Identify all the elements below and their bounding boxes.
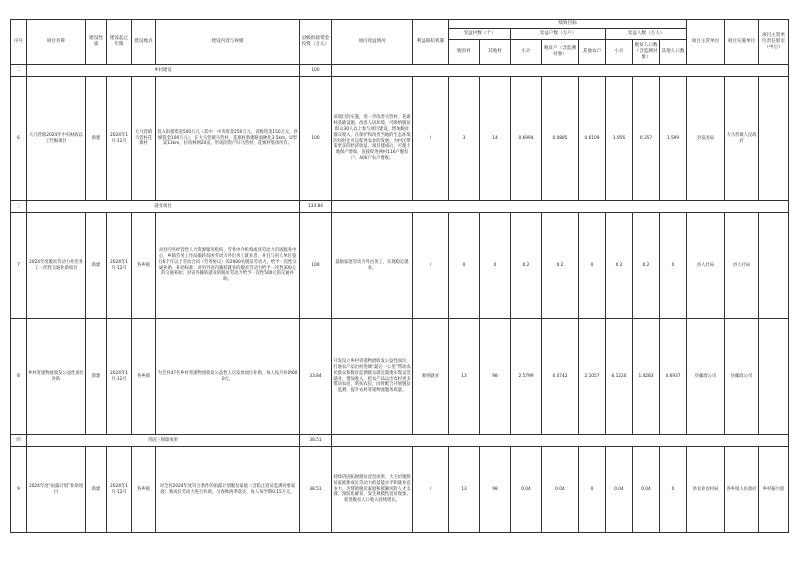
row-manager: 县农业农村局 xyxy=(687,447,725,533)
row-manager: 县邮政公司 xyxy=(687,319,725,435)
header-p-poor: 脱贫人口数（含监测对象） xyxy=(633,40,660,65)
section-title: 巩固三保障成果 xyxy=(27,435,300,447)
header-p-other: 其他人口数 xyxy=(660,40,687,65)
row-hh-sub: 0.6994 xyxy=(511,77,542,201)
header-performance: 绩效目标 xyxy=(449,20,687,29)
row-impl: 各乡镇人民政府 xyxy=(725,447,759,533)
row-hh-other: 0.6109 xyxy=(579,77,606,201)
row-hh-poor: 0.2 xyxy=(542,213,579,319)
row-content: 为全县47名乡村寄递物流收发公益性人员发放岗位补助，每人每月补助600元。 xyxy=(156,319,300,435)
row-benefit: 鼓励家庭劳动力外出务工，实现稳定就业。 xyxy=(332,213,413,319)
header-fund: 县级衔接资金投资（万元） xyxy=(300,20,332,65)
row-nature: 新建 xyxy=(86,213,107,319)
row-p-sub: 0.2 xyxy=(606,213,633,319)
project-table xyxy=(10,19,789,533)
header-hh-poor: 脱贫户（含监测对象） xyxy=(542,40,579,65)
section-row xyxy=(11,201,789,213)
row-period: 2024年1月-12月 xyxy=(107,319,132,435)
row-v-other: 14 xyxy=(480,77,511,201)
row-v-poor: 3 xyxy=(449,77,480,201)
row-supervisor: 乡村振兴股 xyxy=(759,447,789,533)
row-p-other: 4.6937 xyxy=(660,319,687,435)
row-period: 2024年1月-12月 xyxy=(107,77,132,201)
row-seq: 7 xyxy=(11,213,27,319)
row-p-sub: 6.1220 xyxy=(606,319,633,435)
row-v-poor: 0 xyxy=(449,213,480,319)
table-row xyxy=(11,213,789,319)
row-fund: 38.51 xyxy=(300,447,332,533)
row-benefit: 持续巩固拓展脱贫攻坚成果，大力培植脱贫家庭新成长劳动力的技能水平和就业竞争力，为帮助脱贫家庭和抵御风险人才支撑，预防化解贫，发生规模性返贫现象，促进脱贫人口收入持续增长。 xyxy=(332,447,413,533)
table-row xyxy=(11,447,789,533)
header-benefit: 项目效益情况 xyxy=(332,20,413,65)
row-name: 2024年度脱贫劳动力外出务工一次性交通补助项目 xyxy=(27,213,86,319)
header-manager: 项目主管单位 xyxy=(687,20,725,65)
row-v-poor: 13 xyxy=(449,447,480,533)
row-location: 各乡镇 xyxy=(132,447,156,533)
row-link: 吸纳就业 xyxy=(413,319,449,435)
row-manager: 县发改局 xyxy=(687,77,725,201)
header-content: 建设内容与规模 xyxy=(156,20,300,65)
row-supervisor xyxy=(759,77,789,201)
section-row xyxy=(11,435,789,447)
section-fund: 100 xyxy=(300,65,332,77)
row-supervisor xyxy=(759,213,789,319)
row-benefit: 开发设立乡村寄递物流收发公益性岗位，打通农产品出村进城“最后一公里”带动农民群众和脱贫监测群众就近就地实现灵活就业，增加收入，把农产品运出农村更多带动农民，帮扶农民，同时配合开展脱贫监测，提升农村寄递物流服务质量。 xyxy=(332,319,413,435)
header-hh-subtotal: 小计 xyxy=(511,40,542,65)
row-link: / xyxy=(413,447,449,533)
header-seq: 序号 xyxy=(11,20,27,65)
row-period: 2024年1月-12月 xyxy=(107,213,132,319)
row-link: / xyxy=(413,213,449,319)
row-name: 大马营镇2024年中央财政以工代赈项目 xyxy=(27,77,86,201)
row-v-other: 0 xyxy=(480,213,511,319)
header-hh-other: 其他农户 xyxy=(579,40,606,65)
row-location: 大马营镇马营村花寨村 xyxy=(132,77,156,201)
row-p-sub: 0.04 xyxy=(606,447,633,533)
row-fund: 33.84 xyxy=(300,319,332,435)
row-p-poor: 0.2 xyxy=(633,213,660,319)
header-nature: 建设性质 xyxy=(86,20,107,65)
header-period: 建设起止年限 xyxy=(107,20,132,65)
row-seq: 8 xyxy=(11,319,27,435)
row-seq: 9 xyxy=(11,447,27,533)
row-content: 对县内外经营性人力资源服务机构、劳务中介机构或县劳动力市场服务中心、乡镇劳务工作站输转贫困劳动力外出务工就业者，并且与用人单位签订6个月以上劳动合同（劳务协议）的2000名脱贫劳动力，给予一次性交通补助、补助标准：对县外省内输转就业的脱贫劳动力给予一次性300元的交通补助；对省外输转就业的脱贫劳动力给予一次性500元的交通补助。 xyxy=(156,213,300,319)
row-p-sub: 1.956 xyxy=(606,77,633,201)
header-persons: 受益人数（万人） xyxy=(606,29,687,40)
row-fund: 100 xyxy=(300,77,332,201)
row-manager: 县人社局 xyxy=(687,213,725,319)
section-num: 二 xyxy=(11,65,27,77)
row-hh-sub: 0.2 xyxy=(511,213,542,319)
header-other-village: 其他村 xyxy=(480,40,511,65)
section-num: 四 xyxy=(11,435,27,447)
header-villages: 受益村数（个） xyxy=(449,29,511,40)
header-location: 建设地点 xyxy=(132,20,156,65)
row-name: 乡村寄递物流收发公益性岗位补助 xyxy=(27,319,86,435)
row-hh-other: 2.1057 xyxy=(579,319,606,435)
row-p-poor: 0.04 xyxy=(633,447,660,533)
row-supervisor xyxy=(759,319,789,435)
row-p-other: 0 xyxy=(660,447,687,533)
header-poor-village: 脱贫村 xyxy=(449,40,480,65)
row-benefit: 该项目的实施，进一步改善马营村、花寨村基础设施，改善人居环境，可吸纳脱贫群众30人以上参与项目建设，增加脱贫群众收入，在保护和改善当地的生态环境的同时还可以促进农业的发展。为村民带来更多的经济收益，项目建成后，可使土地保产增收，直接促进两村116户脱贫户、400户农户增收。 xyxy=(332,77,413,201)
header-name: 项目名称 xyxy=(27,20,86,65)
row-nature: 新建 xyxy=(86,319,107,435)
section-fund: 38.51 xyxy=(300,435,332,447)
row-impl: 大马营镇人民政府 xyxy=(725,77,759,201)
section-title: 就业项目 xyxy=(27,201,300,213)
row-seq: 6 xyxy=(11,77,27,201)
row-fund: 100 xyxy=(300,213,332,319)
row-nature: 新建 xyxy=(86,77,107,201)
row-nature: 新建 xyxy=(86,447,107,533)
row-p-poor: 0.357 xyxy=(633,77,660,201)
row-p-other: 0 xyxy=(660,213,687,319)
row-location: 各乡镇 xyxy=(132,319,156,435)
row-hh-poor: 0.04 xyxy=(542,447,579,533)
header-impl: 项目实施单位 xyxy=(725,20,759,65)
row-hh-poor: 0.0885 xyxy=(542,77,579,201)
row-link: / xyxy=(413,77,449,201)
row-v-poor: 13 xyxy=(449,319,480,435)
section-num: 三 xyxy=(11,201,27,213)
table-row xyxy=(11,319,789,435)
header-supervisor: 项目主管单位责任股室（中心） xyxy=(759,20,789,65)
row-p-other: 1.599 xyxy=(660,77,687,201)
row-impl: 县人社局 xyxy=(725,213,759,319)
row-hh-poor: 0.4742 xyxy=(542,319,579,435)
section-row xyxy=(11,65,789,77)
row-hh-sub: 0.04 xyxy=(511,447,542,533)
row-p-poor: 1.4283 xyxy=(633,319,660,435)
row-v-other: 98 xyxy=(480,319,511,435)
row-location: 各乡镇 xyxy=(132,213,156,319)
row-hh-other: 0 xyxy=(579,213,606,319)
row-content: 投入衔接资金500万元（其中：中央资金250万元，省级资金150万元，县级资金100万元），在大马营镇马营村、花寨村新建路面硬化3.5km，U型渠13km，拉风林网20亩。形成的资产归马营村、花寨村集体所有。 xyxy=(156,77,300,201)
header-households: 受益户数（万户） xyxy=(511,29,606,40)
row-v-other: 98 xyxy=(480,447,511,533)
row-name: 2024年度“雨露计划”补助项目 xyxy=(27,447,86,533)
row-hh-other: 0 xyxy=(579,447,606,533)
row-period: 2024年1月-12月 xyxy=(107,447,132,533)
header-p-subtotal: 小计 xyxy=(606,40,633,65)
table-row xyxy=(11,77,789,201)
section-title: 乡村建设 xyxy=(27,65,300,77)
row-hh-sub: 2.5799 xyxy=(511,319,542,435)
row-impl: 县邮政公司 xyxy=(725,319,759,435)
row-content: 对全县2024年度符合条件的雨露计划脱贫家庭（含防止返贫监测对象家庭）新成长劳动力进行补助，分春秋两季落实，每人每学期0.15万元。 xyxy=(156,447,300,533)
section-fund: 133.84 xyxy=(300,201,332,213)
header-link: 利益联结机制 xyxy=(413,20,449,65)
